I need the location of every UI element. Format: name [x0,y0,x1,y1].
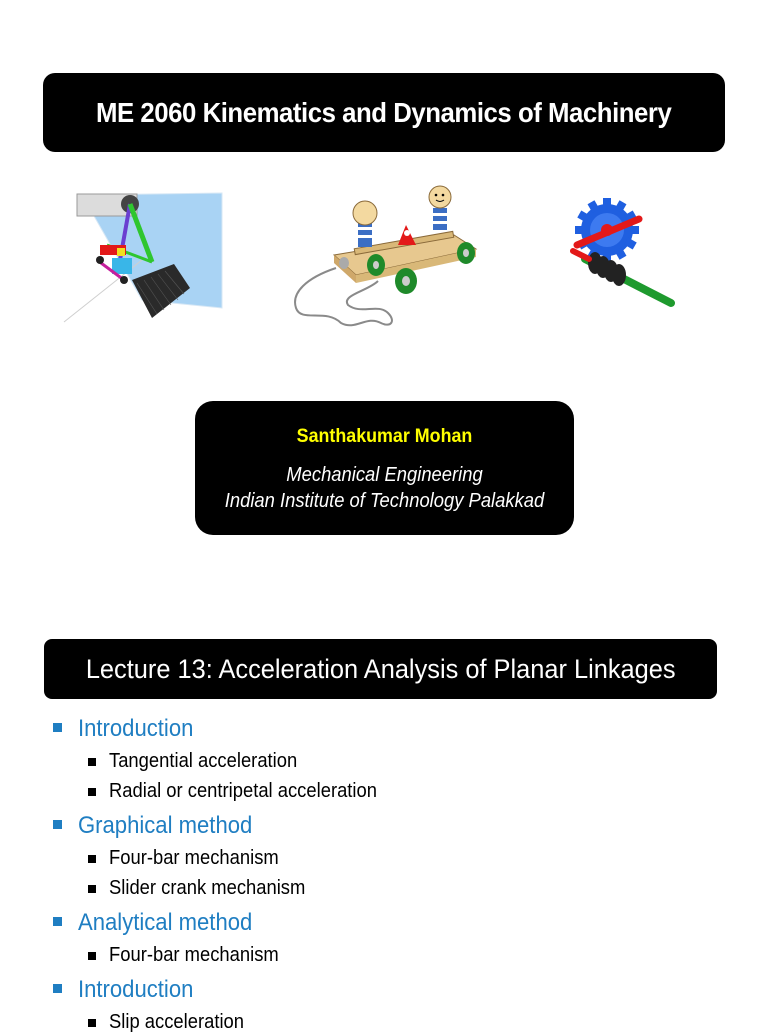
bullet-icon [53,723,62,732]
toy-cart-illustration [286,183,486,333]
bullet-icon [88,1019,96,1027]
bullet-icon [88,855,96,863]
worm-gear-illustration [565,197,680,317]
outline-topic: Analytical method [78,909,253,936]
outline-subtopic: Slider crank mechanism [109,877,306,899]
outline-topic: Introduction [78,715,194,742]
outline-topic: Graphical method [78,812,253,839]
bullet-icon [53,820,62,829]
outline-subtopic: Four-bar mechanism [109,847,279,869]
wiper-linkage-illustration [62,190,227,325]
outline-topic: Introduction [78,976,194,1003]
author-box [195,401,574,535]
bullet-icon [53,984,62,993]
bullet-icon [88,758,96,766]
outline-subtopic: Slip acceleration [109,1011,245,1033]
bullet-icon [88,788,96,796]
course-title: ME 2060 Kinematics and Dynamics of Machinery [96,96,672,128]
outline-subtopic: Tangential acceleration [109,750,298,772]
course-title-bar [43,73,725,152]
author-name: Santhakumar Mohan [296,426,473,447]
outline-subtopic: Radial or centripetal acceleration [109,780,377,802]
author-institute: Indian Institute of Technology Palakkad [224,490,545,512]
bullet-icon [53,917,62,926]
lecture-title-bar [44,639,717,699]
bullet-icon [88,952,96,960]
bullet-icon [88,885,96,893]
outline-subtopic: Four-bar mechanism [109,944,279,966]
author-department: Mechanical Engineering [286,464,483,486]
lecture-title: Lecture 13: Acceleration Analysis of Planar Linkages [85,653,676,684]
